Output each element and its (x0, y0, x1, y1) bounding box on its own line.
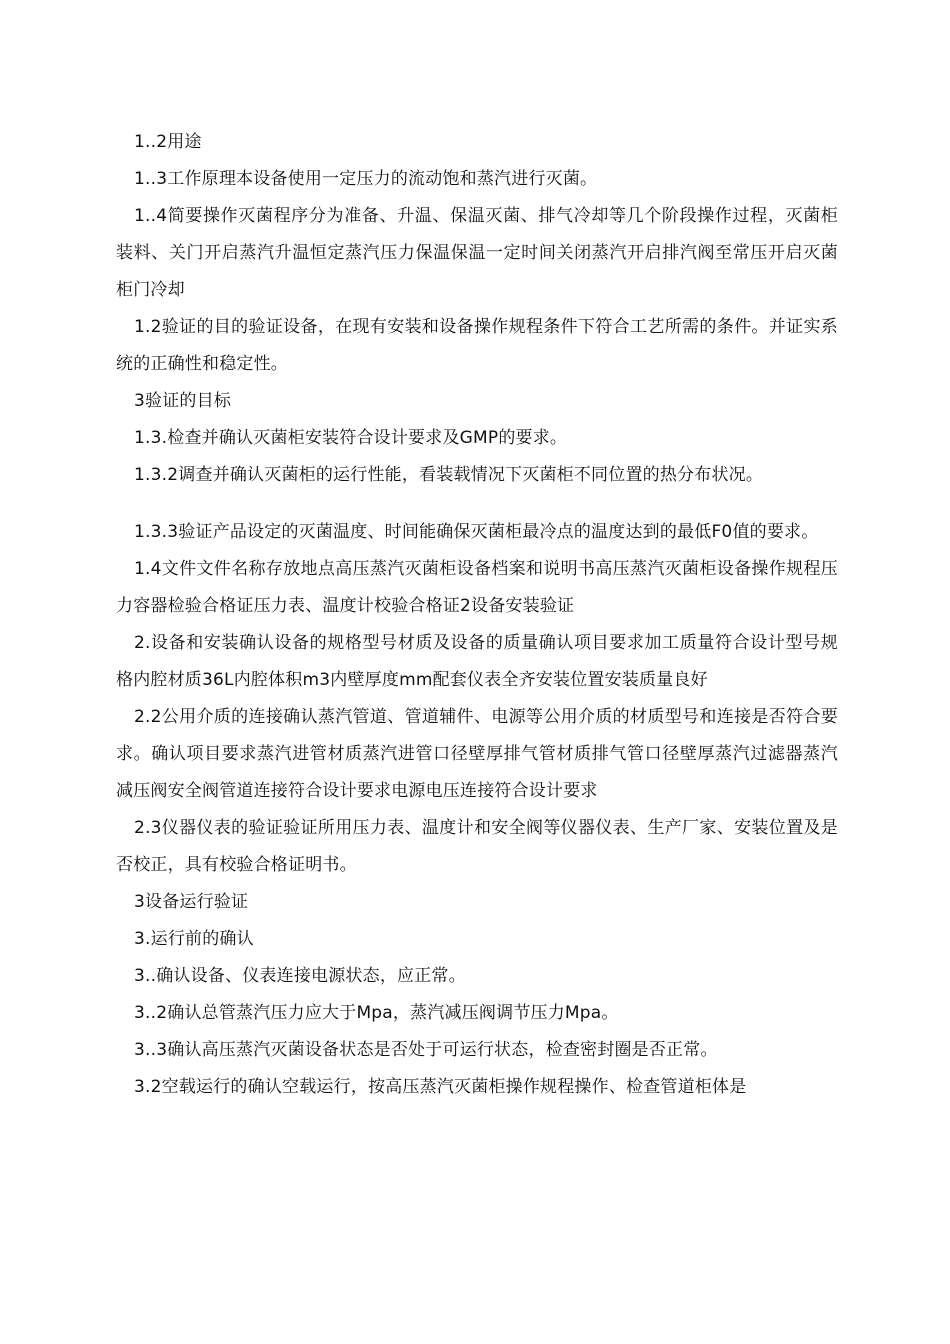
paragraph-spacer (116, 494, 838, 514)
paragraph-validation-goal-heading: 3验证的目标 (134, 391, 232, 411)
paragraph-working-principle: 1..3工作原理本设备使用一定压力的流动饱和蒸汽进行灭菌。 (134, 169, 598, 189)
paragraph-documents: 1.4文件文件名称存放地点高压蒸汽灭菌柜设备档案和说明书高压蒸汽灭菌柜设备操作规程压力容器检验合格证压力表、温度计校验合格证2设备安装验证 (116, 559, 838, 616)
paragraph-check-installation: 1.3.检查并确认灭菌柜安装符合设计要求及GMP的要求。 (134, 428, 568, 448)
paragraph-power-check: 3..确认设备、仪表连接电源状态，应正常。 (134, 966, 466, 986)
paragraph-validation-purpose: 1.2验证的目的验证设备，在现有安装和设备操作规程条件下符合工艺所需的条件。并证实系统的正确性和稳定性。 (116, 317, 838, 374)
paragraph-equipment-installation: 2.设备和安装确认设备的规格型号材质及设备的质量确认项目要求加工质量符合设计型号规格内腔材质36L内腔体积m3内壁厚度mm配套仪表全齐安装位置安装质量良好 (116, 633, 838, 690)
paragraph-operation-validation-heading: 3设备运行验证 (134, 892, 249, 912)
document-body (116, 124, 838, 1106)
paragraph-usage: 1..2用途 (134, 132, 202, 152)
paragraph-empty-load-run: 3.2空载运行的确认空载运行，按高压蒸汽灭菌柜操作规程操作、检查管道柜体是 (134, 1077, 747, 1097)
paragraph-operation-brief: 1..4简要操作灭菌程序分为准备、升温、保温灭菌、排气冷却等几个阶段操作过程，灭菌柜装料、关门开启蒸汽升温恒定蒸汽压力保温保温一定时间关闭蒸汽开启排汽阀至常压开启灭菌柜门冷却 (116, 206, 838, 300)
paragraph-pre-run-confirmation: 3.运行前的确认 (134, 929, 254, 949)
paragraph-instrument-validation: 2.3仪器仪表的验证验证所用压力表、温度计和安全阀等仪器仪表、生产厂家、安装位置及是否校正，具有校验合格证明书。 (116, 818, 838, 875)
paragraph-utility-connection: 2.2公用介质的连接确认蒸汽管道、管道辅件、电源等公用介质的材质型号和连接是否符合要求。确认项目要求蒸汽进管材质蒸汽进管口径壁厚排气管材质排气管口径壁厚蒸汽过滤器蒸汽减压阀安全阀管道连接符合设计要求电源电压连接符合设计要求 (116, 707, 838, 801)
paragraph-verify-f0: 1.3.3验证产品设定的灭菌温度、时间能确保灭菌柜最冷点的温度达到的最低F0值的要求。 (134, 522, 819, 542)
paragraph-device-status-check: 3..3确认高压蒸汽灭菌设备状态是否处于可运行状态，检查密封圈是否正常。 (134, 1040, 718, 1060)
paragraph-investigate-performance: 1.3.2调查并确认灭菌柜的运行性能，看装载情况下灭菌柜不同位置的热分布状况。 (134, 465, 764, 485)
paragraph-steam-pressure-check: 3..2确认总管蒸汽压力应大于Mpa，蒸汽减压阀调节压力Mpa。 (134, 1003, 619, 1023)
